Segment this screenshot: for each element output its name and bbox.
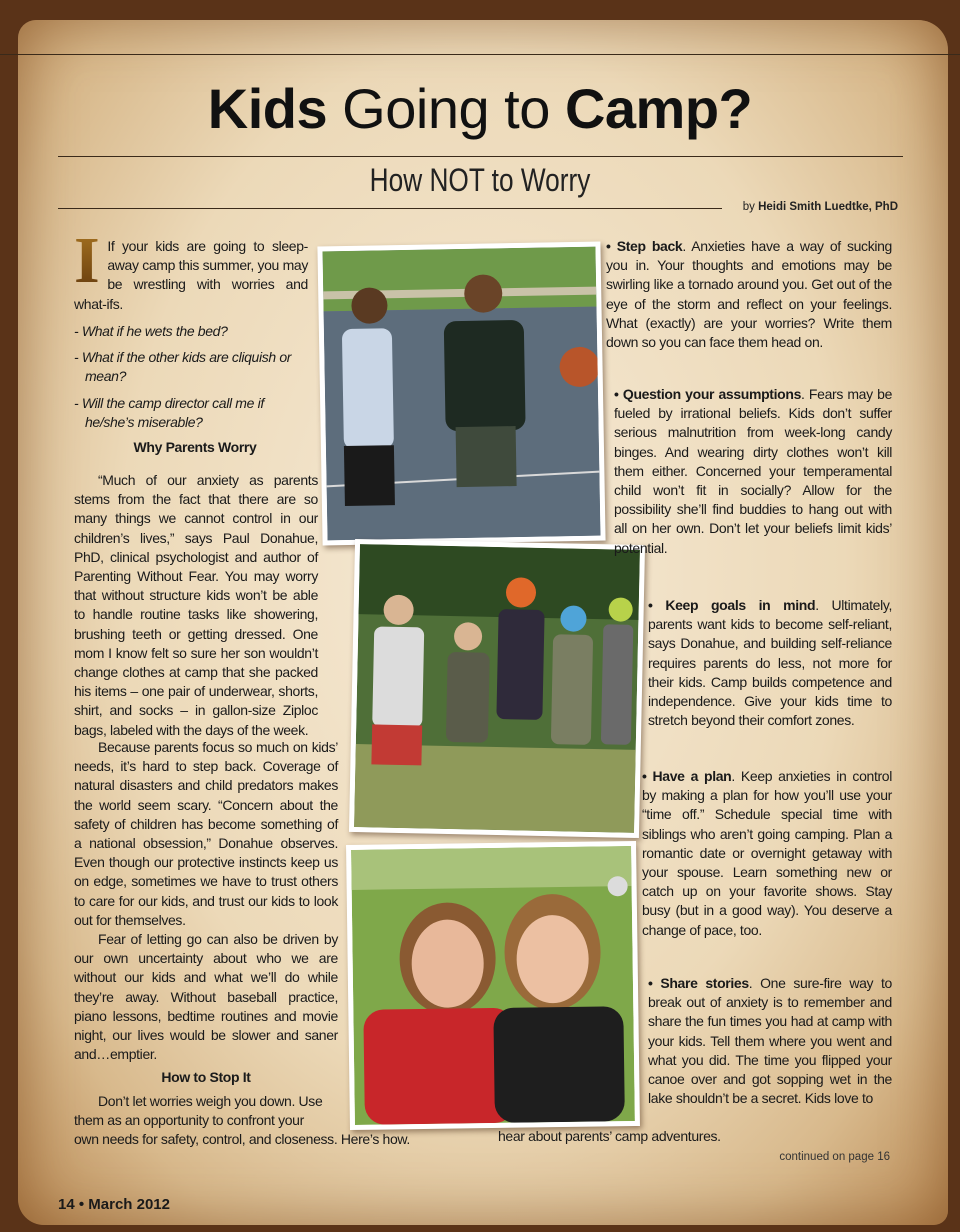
bullet-1-title: • Step back bbox=[606, 238, 683, 254]
photo-two-girls bbox=[346, 841, 640, 1130]
bullet-2 bbox=[614, 385, 892, 558]
heading-how-to-stop-it: How to Stop It bbox=[161, 1069, 251, 1086]
left-column-why-2 bbox=[74, 738, 410, 1149]
why-paragraph-3: Fear of letting go can also be driven by our own uncertainty about who we are without our kids and what we’ll do while they’re away. Without baseball practice, piano lessons, bedtime routines and movie night, our lives would be slower and saner and…emptier. bbox=[74, 931, 338, 1063]
how-line-2: them as an opportunity to confront your bbox=[74, 1111, 304, 1128]
how-line-1: Don’t let worries weigh you down. Use bbox=[98, 1092, 323, 1109]
continued-note: continued on page 16 bbox=[779, 1151, 890, 1163]
title-rule bbox=[58, 156, 903, 157]
bullet-step-back bbox=[606, 237, 892, 352]
question-1: - What if he wets the bed? bbox=[74, 323, 228, 339]
bullet-3-text: . Ultimately, parents want kids to become self-reliant, says Donahue, and building self-reliance requires parents do less, not more for their kids. Camp builds competence and independence. Give your kids time to stretch beyond their comfort zones. bbox=[648, 597, 892, 729]
why-paragraph-2: Because parents focus so much on kids’ needs, it’s hard to step back. Coverage of natural disasters and child predators makes the world seem scary. “Concern about the safety of children has become something of a national obsession,” Donahue observes. Even though our protective instincts keep us on edge, sometimes we have to trust others to care for our kids, and trust our kids to look out for themselves. bbox=[74, 739, 338, 928]
bullet-have-plan bbox=[642, 767, 892, 940]
how-line-3: own needs for safety, control, and closeness. Here’s how. bbox=[74, 1131, 410, 1148]
article-title bbox=[0, 76, 960, 141]
bullet-5 bbox=[648, 974, 892, 1108]
heading-why-parents-worry: Why Parents Worry bbox=[133, 439, 257, 456]
bullet-1-text: . Anxieties have a way of sucking you in. Your thoughts and emotions may be swirling like a tornado around you. Get out of the eye of the storm and reflect on your feelings. What (exactly) are your worries? Write them down so you can face them head on. bbox=[606, 238, 892, 351]
bullet-last-line: hear about parents’ camp adventures. bbox=[498, 1128, 721, 1144]
bullet-3 bbox=[648, 596, 892, 730]
photo-climbing-group bbox=[349, 539, 645, 838]
question-2: - What if the other kids are cliquish or mean? bbox=[74, 349, 292, 385]
bullet-4-title: • Have a plan bbox=[642, 768, 732, 784]
intro-text: If your kids are going to sleep-away camp this summer, you may be wrestling with worries and what-ifs. bbox=[74, 238, 308, 312]
bullet-3-title: • Keep goals in mind bbox=[648, 597, 816, 613]
bullet-2-text: . Fears may be fueled by irrational beliefs. Kids don’t suffer serious malnutrition from week-long candy binges. And wearing dirty clothes won’t kill them either. Concerned your temperamental child won’t fit in socially? Allow for the possibility she’ll find buddies to hang out with all on her own. Don’t let your beliefs limit kids’ potential. bbox=[614, 386, 893, 556]
drop-cap: I bbox=[74, 224, 100, 297]
page-footer: 14 • March 2012 bbox=[58, 1196, 170, 1213]
bullet-1 bbox=[606, 237, 892, 352]
why-paragraph-1: “Much of our anxiety as parents stems from the fact that there are so many things we cannot control in our children’s lives,” says Paul Donahue, PhD, clinical psychologist and author of Parenting Without Fear. You may worry that without structure kids won’t be able to handle routine tasks like showering, brushing teeth or getting dressed. One mom I know felt so sure her son wouldn’t change clothes at camp that she packed his items – one pair of underwear, shorts, shirt, and socks – in gallon-size Ziploc bags, labeled with the days of the week. bbox=[74, 472, 318, 738]
bullet-question-assumptions bbox=[614, 385, 892, 558]
climbing-group-image bbox=[354, 544, 640, 833]
title-light: Going to bbox=[327, 77, 565, 140]
intro-paragraph bbox=[74, 224, 308, 314]
left-column-top bbox=[74, 224, 308, 314]
bullet-5-title: • Share stories bbox=[648, 975, 749, 991]
top-rule bbox=[0, 54, 960, 55]
question-3: - Will the camp director call me if he/she’s miserable? bbox=[74, 394, 264, 430]
photo-basketball bbox=[317, 242, 605, 546]
bullet-keep-goals bbox=[648, 596, 892, 730]
bullet-4-text: . Keep anxieties in control by making a plan for how you’ll use your “time off.” Schedule special time with siblings who aren’t going camping. Plan a romantic date or overnight getaway with your spouse. Learn something new or catch up on your favorite shows. Stay busy (but in a good way). You deserve a change of pace, too. bbox=[642, 768, 892, 938]
subtitle-rule bbox=[58, 208, 722, 209]
article-subtitle: How NOT to Worry bbox=[369, 162, 591, 198]
two-girls-image bbox=[351, 846, 635, 1125]
byline-author: Heidi Smith Luedtke, PhD bbox=[758, 201, 898, 213]
bullet-share-stories bbox=[648, 974, 892, 1108]
left-column-why-1 bbox=[74, 471, 318, 740]
bullet-5-text: . One sure-fire way to break out of anxiety is to remember and share the fun times you had at camp with your kids. Tell them where you went and what you did. The time you flipped your canoe over and got sopping wet in the lake shouldn’t be a secret. Kids love to bbox=[648, 975, 892, 1107]
basketball-image bbox=[322, 247, 600, 541]
title-bold-kids: Kids bbox=[207, 77, 328, 140]
left-column-questions bbox=[74, 315, 316, 463]
byline-prefix: by bbox=[742, 201, 759, 213]
bullet-4 bbox=[642, 767, 892, 940]
bullet-2-title: • Question your assumptions bbox=[614, 386, 802, 402]
byline bbox=[743, 201, 898, 213]
title-bold-camp: Camp? bbox=[564, 77, 753, 140]
